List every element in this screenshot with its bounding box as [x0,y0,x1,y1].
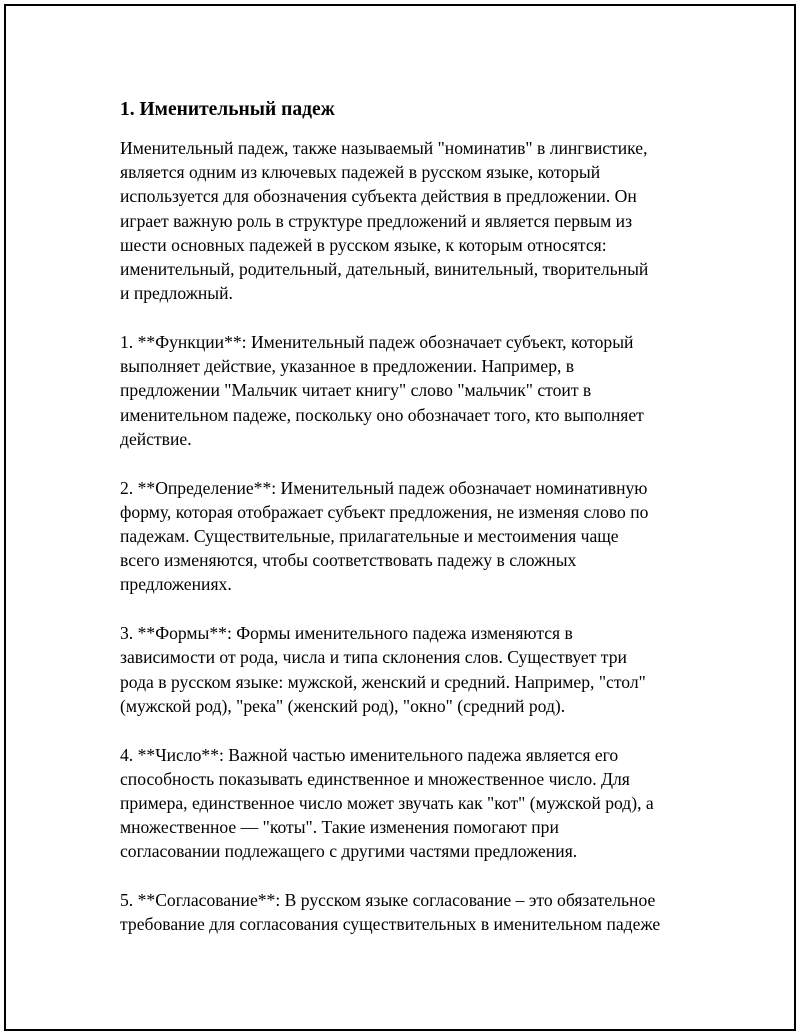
text-line: требование для согласования существительных в именительном падеже [120,914,661,935]
text-line: предложении "Мальчик читает книгу" слово "мальчик" стоит в [120,380,592,401]
text-line: 3. **Формы**: Формы именительного падежа изменяются в [120,623,573,644]
text-line: действие. [120,428,192,449]
forms-paragraph [120,621,700,718]
text-line: и предложный. [120,283,233,304]
intro-paragraph [120,136,700,305]
text-line: 5. **Согласование**: В русском языке согласование – это обязательное [120,890,656,911]
document-body [120,98,700,961]
text-line: используется для обозначения субъекта действия в предложении. Он [120,186,637,207]
definition-paragraph [120,476,700,597]
text-line: примера, единственное число может звучать как "кот" (мужской род), а [120,793,654,814]
document-heading: 1. Именительный падеж [120,99,335,120]
text-line: согласовании подлежащего с другими частями предложения. [120,841,578,862]
text-line: именительный, родительный, дательный, винительный, творительный [120,259,649,280]
agreement-paragraph [120,888,700,936]
text-line: играет важную роль в структуре предложений и является первым из [120,210,633,231]
text-line: именительном падеже, поскольку оно обозначает того, кто выполняет [120,404,644,425]
text-line: (мужской род), "река" (женский род), "окно" (средний род). [120,695,566,716]
text-line: 1. **Функции**: Именительный падеж обозначает субъект, который [120,332,634,353]
text-line: Именительный падеж, также называемый "номинатив" в лингвистике, [120,138,648,158]
text-line: шести основных падежей в русском языке, к которым относятся: [120,234,607,255]
text-line: зависимости от рода, числа и типа склонения слов. Существует три [120,647,627,668]
page-frame [4,4,796,1031]
text-line: выполняет действие, указанное в предложении. Например, в [120,356,575,377]
number-paragraph [120,743,700,864]
functions-paragraph [120,330,700,451]
text-line: всего изменяются, чтобы соответствовать падежу в сложных [120,550,577,571]
text-line: 2. **Определение**: Именительный падеж обозначает номинативную [120,477,648,498]
text-line: предложениях. [120,574,232,595]
text-line: рода в русском языке: мужской, женский и средний. Например, "стол" [120,671,646,692]
text-line: является одним из ключевых падежей в русском языке, который [120,162,601,183]
text-line: множественное — "коты". Такие изменения помогают при [120,817,559,838]
text-line: способность показывать единственное и множественное число. Для [120,768,630,789]
text-line: форму, которая отображает субъект предложения, не изменяя слово по [120,501,649,522]
text-line: 4. **Число**: Важной частью именительного падежа является его [120,744,619,765]
text-line: падежам. Существительные, прилагательные и местоимения чаще [120,526,619,547]
